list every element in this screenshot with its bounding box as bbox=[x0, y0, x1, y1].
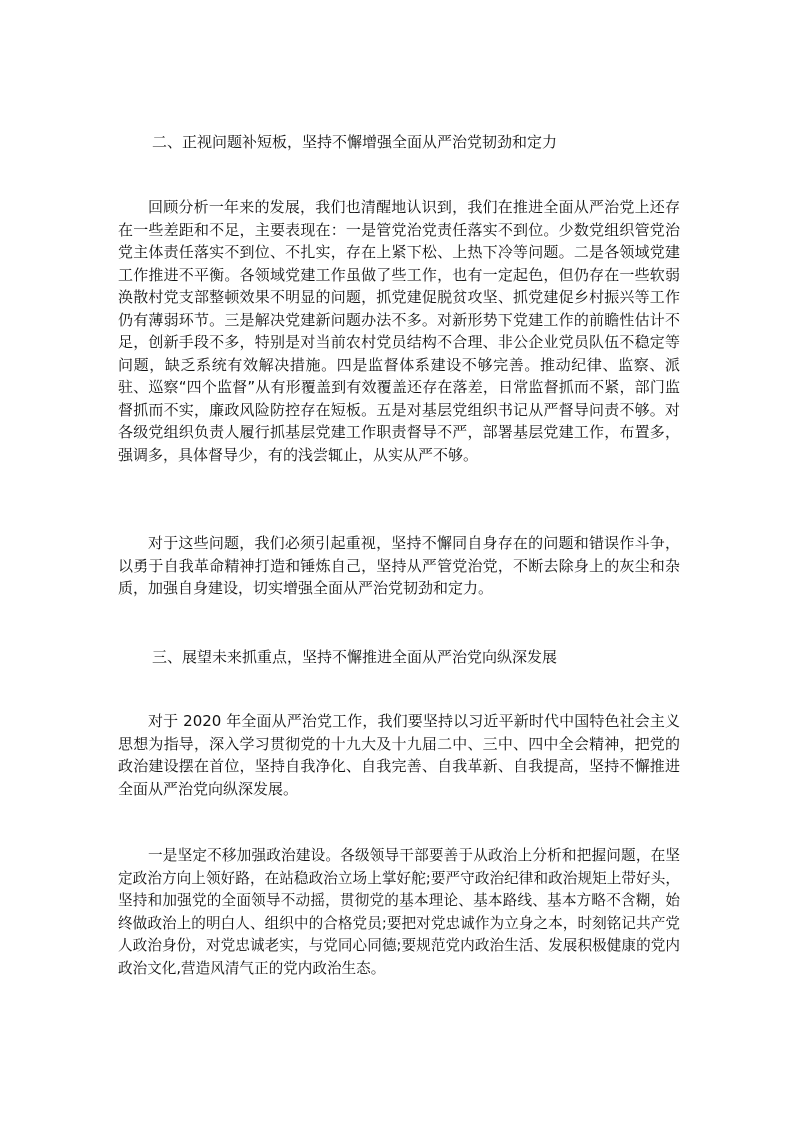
paragraph-2020-plan: 对于 2020 年全面从严治党工作，我们要坚持以习近平新时代中国特色社会主义思想为指导，深入学习贯彻党的十九大及十九届二中、三中、四中全会精神，把党的政治建设摆在首位，坚持自我净化、自我完善、自我革新、自我提高，坚持不懈推进全面从严治党向纵深发展。 bbox=[118, 712, 680, 798]
paragraph-response: 对于这些问题，我们必须引起重视，坚持不懈同自身存在的问题和错误作斗争，以勇于自我革命精神打造和锤炼自己，坚持从严管党治党，不断去除身上的灰尘和杂质，加强自身建设，切实增强全面从严治党韧劲和定力。 bbox=[118, 534, 680, 597]
section-heading-2: 二、正视问题补短板，坚持不懈增强全面从严治党韧劲和定力 bbox=[152, 133, 558, 151]
paragraph-problems: 回顾分析一年来的发展，我们也清醒地认识到，我们在推进全面从严治党上还存在一些差距和不足，主要表现在：一是管党治党责任落实不到位。少数党组织管党治党主体责任落实不到位、不扎实，存在上紧下松、上热下冷等问题。二是各领域党建工作推进不平衡。各领域党建工作虽做了些工作，也有一定起色，但仍存在一些软弱涣散村党支部整顿效果不明显的问题，抓党建促脱贫攻坚、抓党建促乡村振兴等工作仍有薄弱环节。三是解决党建新问题办法不多。对新形势下党建工作的前瞻性估计不足，创新手段不多，特别是对当前农村党员结构不合理、非公企业党员队伍不稳定等问题，缺乏系统有效解决措施。四是监督体系建设不够完善。推动纪律、监察、派驻、巡察“四个监督”从有形覆盖到有效覆盖还存在落差，日常监督抓而不紧，部门监督抓而不实，廉政风险防控存在短板。五是对基层党组织书记从严督导问责不够。对各级党组织负责人履行抓基层党建工作职责督导不严，部署基层党建工作，布置多，强调多，具体督导少，有的浅尝辄止，从实从严不够。 bbox=[118, 198, 680, 464]
paragraph-political-building: 一是坚定不移加强政治建设。各级领导干部要善于从政治上分析和把握问题，在坚定政治方向上领好路，在站稳政治立场上掌好舵;要严守政治纪律和政治规矩上带好头，坚持和加强党的全面领导不动摇，贯彻党的基本理论、基本路线、基本方略不含糊，始终做政治上的明白人、组织中的合格党员;要把对党忠诚作为立身之本，时刻铭记共产党人政治身份，对党忠诚老实，与党同心同德;要规范党内政治生活、发展积极健康的党内政治文化,营造风清气正的党内政治生态。 bbox=[118, 847, 680, 977]
section-heading-3: 三、展望未来抓重点，坚持不懈推进全面从严治党向纵深发展 bbox=[152, 648, 558, 666]
